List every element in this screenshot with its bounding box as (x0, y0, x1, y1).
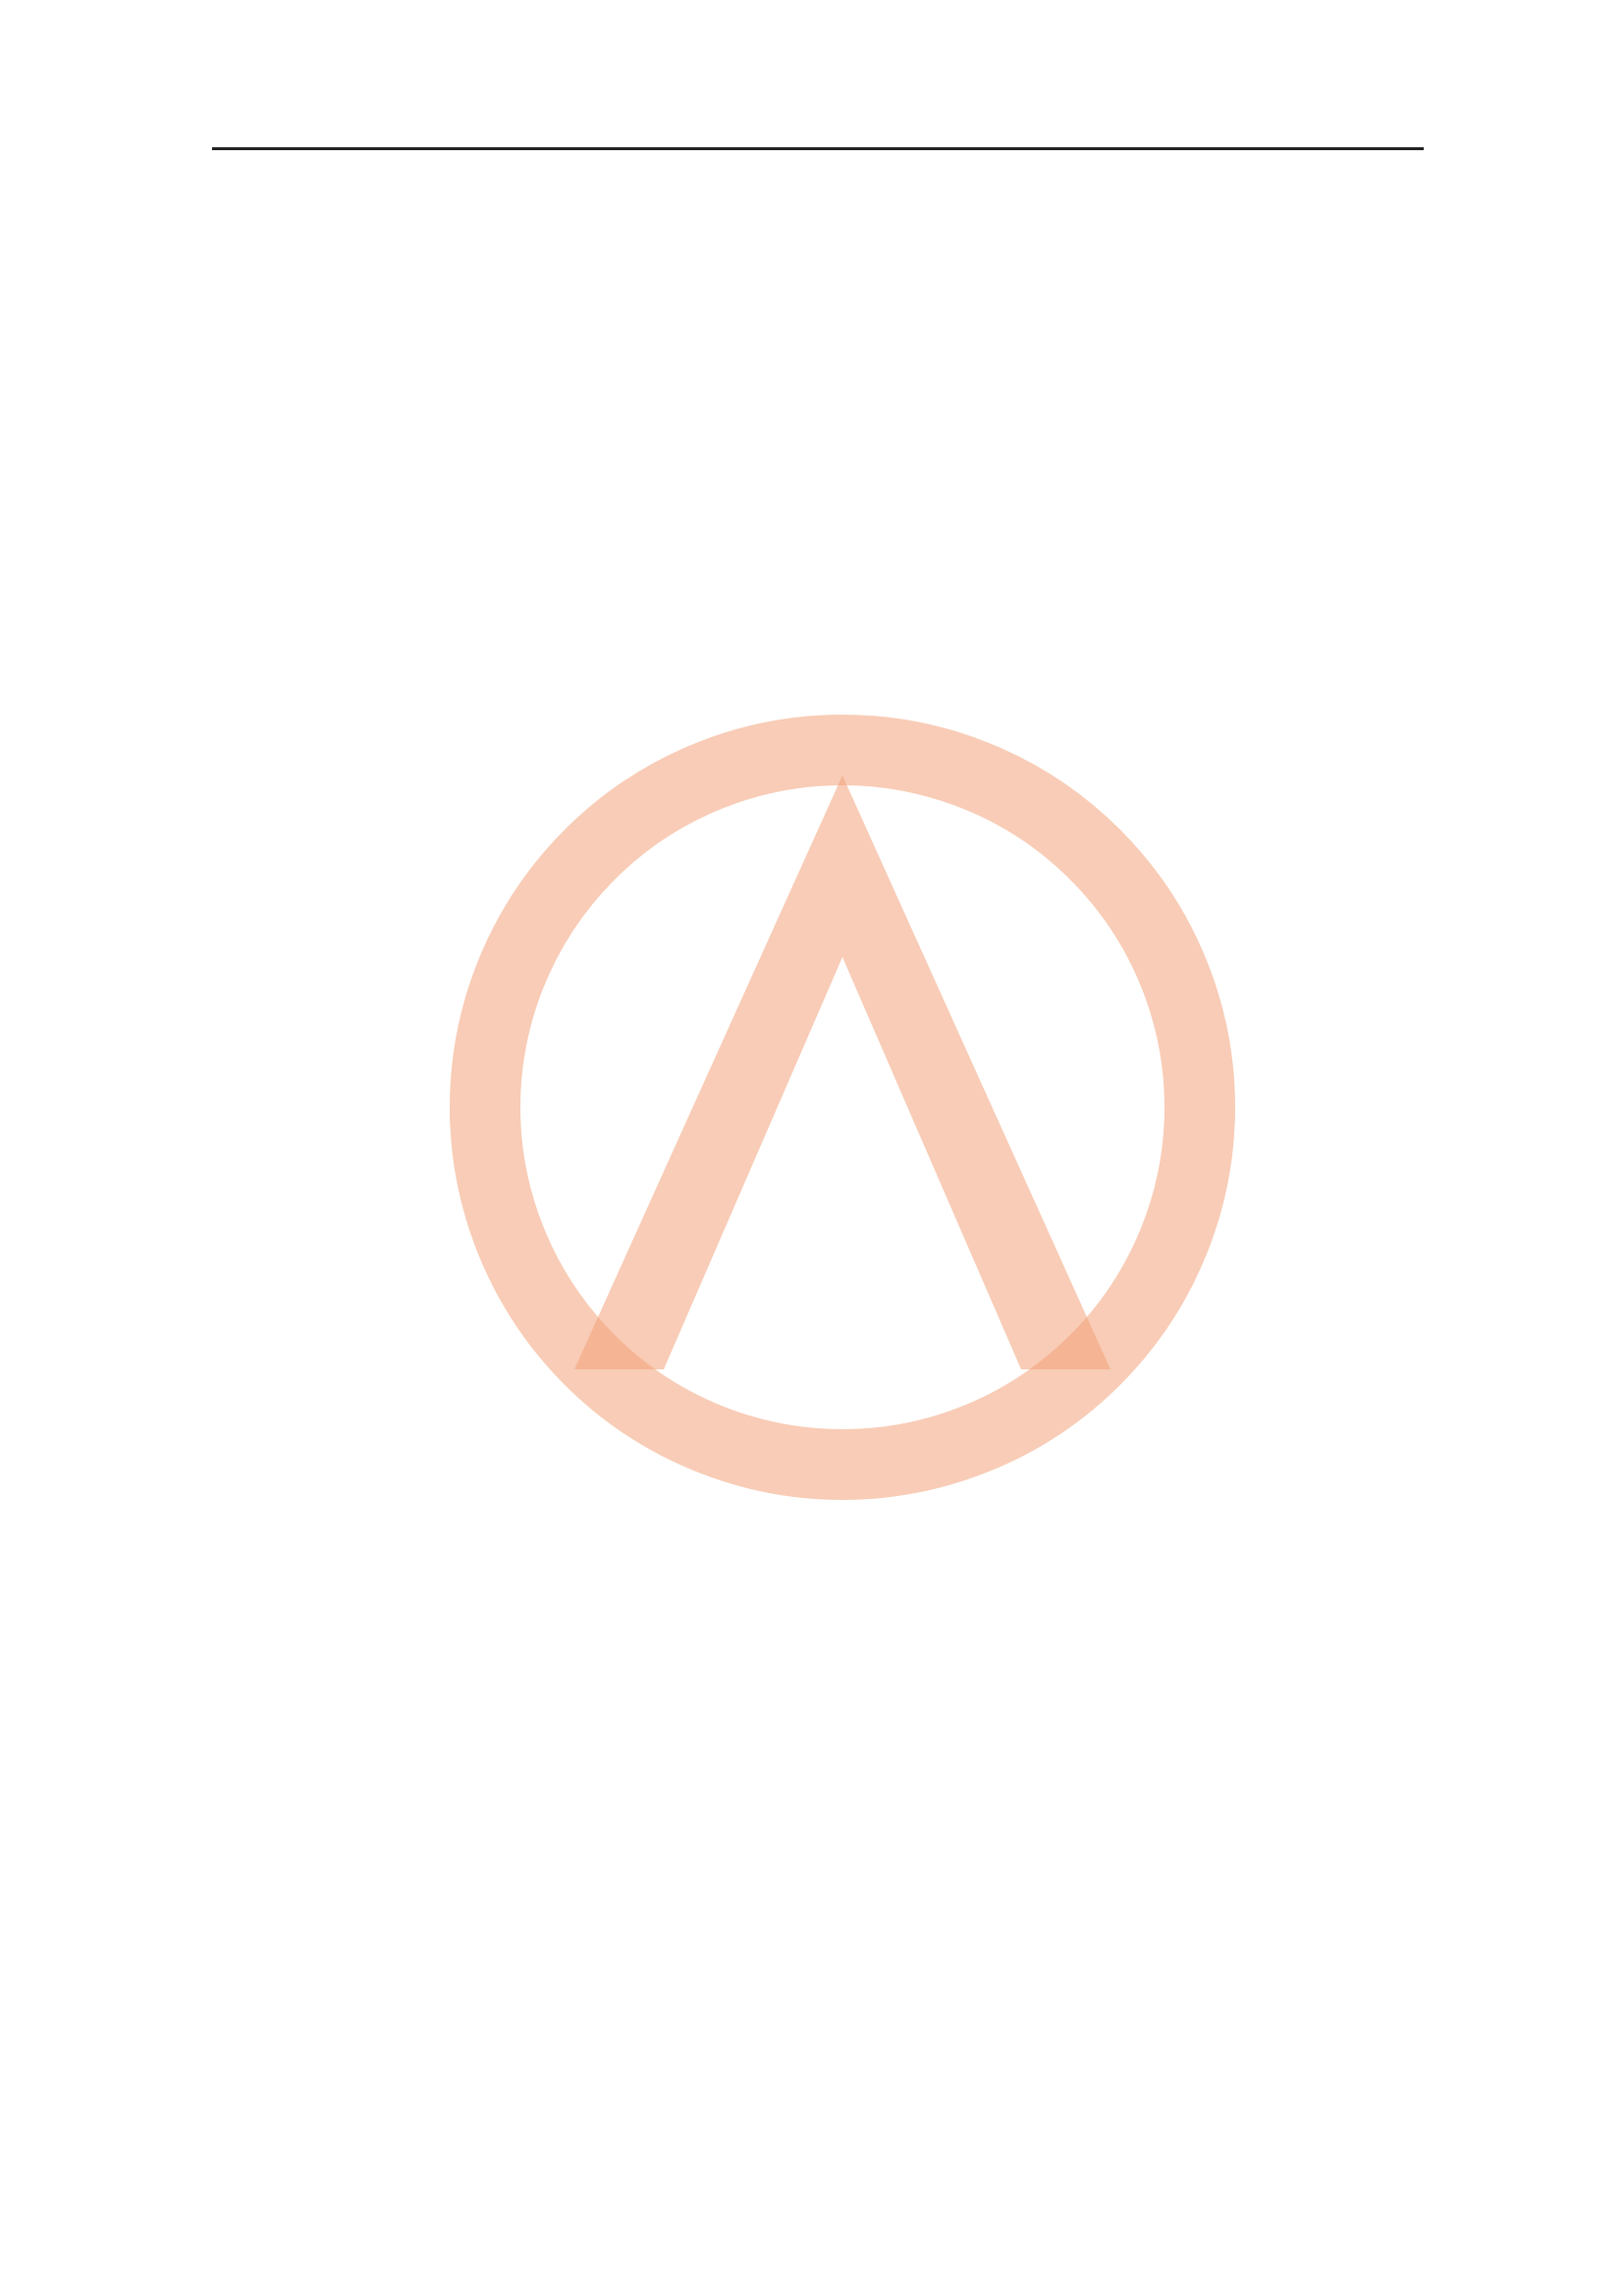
header-divider (212, 147, 1424, 150)
watermark-logo-a-shape (574, 775, 1110, 1369)
watermark-logo-ring (485, 750, 1200, 1465)
watermark-diagonal-text (451, 405, 1317, 1597)
